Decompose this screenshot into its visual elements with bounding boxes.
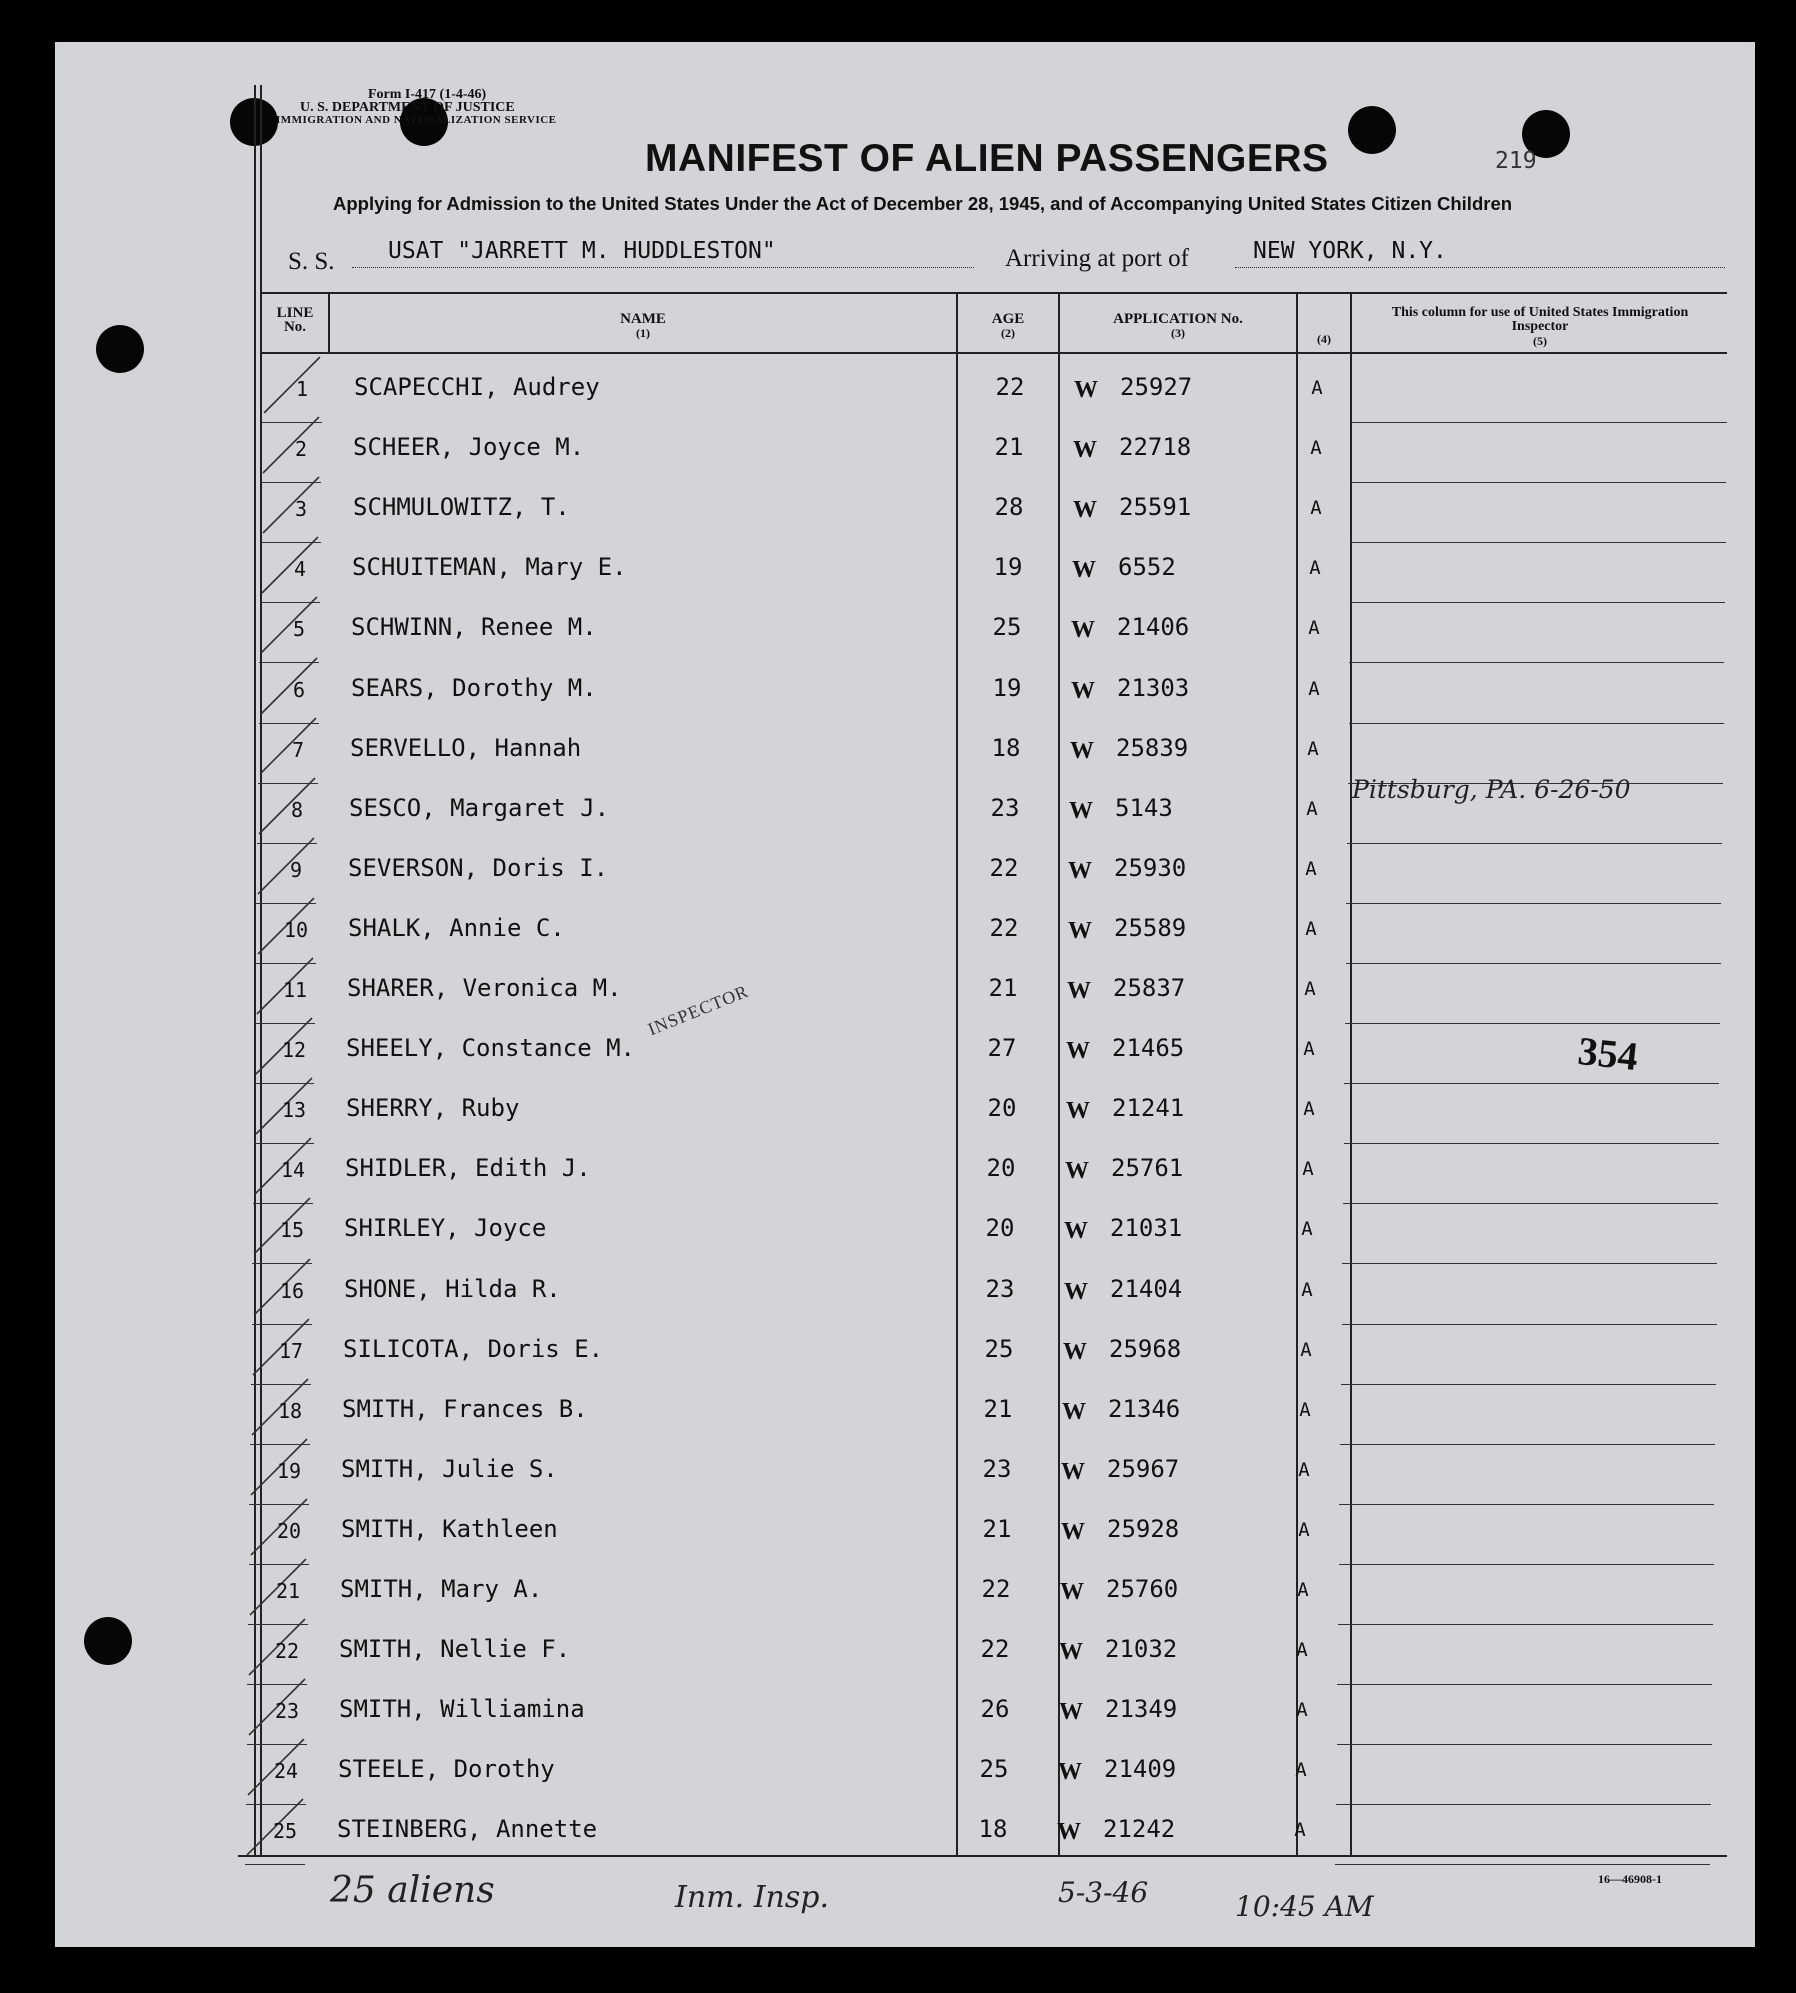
- line-number: 19: [276, 1459, 302, 1483]
- column-4-value: A: [1296, 1639, 1308, 1661]
- passenger-age: 23: [985, 1275, 1015, 1303]
- column-4-value: A: [1296, 1699, 1308, 1721]
- inspector-column-rule: [1342, 1263, 1717, 1264]
- passenger-age: 21: [988, 974, 1018, 1002]
- application-number: 21406: [1117, 613, 1190, 641]
- table-row: [254, 1084, 1719, 1144]
- passenger-name: SMITH, Nellie F.: [339, 1635, 571, 1663]
- header-name-label: NAME: [620, 311, 666, 327]
- passenger-age: 22: [981, 1575, 1011, 1603]
- application-number: 25967: [1107, 1455, 1180, 1483]
- application-number: 25930: [1114, 854, 1187, 882]
- table-row: [255, 964, 1720, 1024]
- column-4-value: A: [1299, 1399, 1311, 1421]
- line-number: 7: [291, 738, 305, 762]
- application-prefix: W: [1061, 1459, 1085, 1485]
- application-number: 25927: [1120, 373, 1193, 401]
- passenger-name: SMITH, Frances B.: [342, 1395, 588, 1423]
- table-row: [249, 1445, 1714, 1505]
- application-number: 25591: [1119, 493, 1192, 521]
- ship-name: USAT "JARRETT M. HUDDLESTON": [352, 238, 974, 268]
- application-number: 25589: [1114, 914, 1187, 942]
- passenger-age: 20: [986, 1154, 1016, 1182]
- application-prefix: W: [1059, 1639, 1083, 1665]
- line-number: 12: [281, 1038, 307, 1062]
- application-number: 21032: [1105, 1635, 1178, 1663]
- passenger-name: SHEELY, Constance M.: [346, 1034, 635, 1062]
- application-number: 21404: [1110, 1275, 1183, 1303]
- column-4-value: A: [1297, 1579, 1309, 1601]
- port-name: NEW YORK, N.Y.: [1235, 238, 1725, 268]
- column-4-value: A: [1307, 738, 1319, 760]
- application-number: 25928: [1107, 1515, 1180, 1543]
- column-4-value: A: [1309, 557, 1321, 579]
- application-prefix: W: [1073, 437, 1097, 463]
- page-title: MANIFEST OF ALIEN PASSENGERS: [645, 137, 1329, 180]
- passenger-name: SEVERSON, Doris I.: [348, 854, 609, 882]
- punch-hole: [96, 325, 144, 373]
- inspector-column-rule: [1349, 662, 1724, 663]
- application-number: 21465: [1112, 1034, 1185, 1062]
- line-number: 15: [279, 1218, 305, 1242]
- line-number: 8: [290, 798, 304, 822]
- table-row: [247, 1685, 1712, 1745]
- passenger-age: 21: [994, 433, 1024, 461]
- column-4-value: A: [1308, 617, 1320, 639]
- passenger-age: 22: [980, 1635, 1010, 1663]
- application-number: 21242: [1103, 1815, 1176, 1843]
- inspector-column-rule: [1335, 1864, 1710, 1865]
- line-number-rule: [245, 1864, 305, 1865]
- passenger-name: SCAPECCHI, Audrey: [354, 373, 600, 401]
- column-4-value: A: [1298, 1519, 1310, 1541]
- line-number: 9: [289, 858, 303, 882]
- header-age: [958, 312, 1058, 340]
- column-4-value: A: [1303, 1038, 1315, 1060]
- column-4-value: A: [1301, 1279, 1313, 1301]
- header-line-label: LINE No.: [276, 305, 314, 335]
- passenger-name: SMITH, Kathleen: [341, 1515, 558, 1543]
- table-row: [253, 1144, 1718, 1204]
- passenger-name: SESCO, Margaret J.: [349, 794, 610, 822]
- line-number: 14: [280, 1158, 306, 1182]
- passenger-name: SCHMULOWITZ, T.: [353, 493, 570, 521]
- application-number: 25761: [1111, 1154, 1184, 1182]
- passenger-age: 25: [992, 613, 1022, 641]
- column-4-value: A: [1302, 1158, 1314, 1180]
- application-number: 25839: [1116, 734, 1189, 762]
- application-number: 25837: [1113, 974, 1186, 1002]
- table-top-rule: [262, 292, 1727, 294]
- header-age-number: (2): [1001, 326, 1015, 340]
- passenger-name: SHIRLEY, Joyce: [344, 1214, 547, 1242]
- table-row: [250, 1385, 1715, 1445]
- header-name: [330, 312, 956, 340]
- line-number: 6: [292, 678, 306, 702]
- table-row: [251, 1325, 1716, 1385]
- stamp-number: 354: [1575, 1027, 1641, 1080]
- line-number: 21: [275, 1579, 301, 1603]
- application-prefix: W: [1060, 1579, 1084, 1605]
- application-prefix: W: [1069, 798, 1093, 824]
- passenger-name: SCHEER, Joyce M.: [353, 433, 585, 461]
- column-4-value: A: [1295, 1759, 1307, 1781]
- port-label: Arriving at port of: [1005, 245, 1189, 272]
- line-number: 20: [276, 1519, 302, 1543]
- table-row: [256, 844, 1721, 904]
- passenger-name: SEARS, Dorothy M.: [351, 674, 597, 702]
- form-identifier: [276, 87, 557, 127]
- inspector-stamp: INSPECTOR: [644, 980, 752, 1040]
- application-prefix: W: [1072, 557, 1096, 583]
- line-number: 16: [279, 1279, 305, 1303]
- header-bottom-rule: [262, 352, 1727, 354]
- application-number: 21346: [1108, 1395, 1181, 1423]
- table-row: [247, 1625, 1712, 1685]
- footer-date: 5-3-46: [1058, 1876, 1149, 1909]
- passenger-age: 21: [982, 1515, 1012, 1543]
- passenger-age: 19: [992, 674, 1022, 702]
- application-number: 21349: [1105, 1695, 1178, 1723]
- passenger-age: 22: [995, 373, 1025, 401]
- table-row: [254, 1024, 1719, 1084]
- passenger-name: SHARER, Veronica M.: [347, 974, 622, 1002]
- header-col4: [1298, 332, 1350, 346]
- passenger-age: 26: [980, 1695, 1010, 1723]
- passenger-age: 27: [987, 1034, 1017, 1062]
- column-4-value: A: [1306, 798, 1318, 820]
- line-number: 1: [295, 377, 309, 401]
- column-4-value: A: [1310, 497, 1322, 519]
- table-row: [259, 603, 1724, 663]
- line-number: 25: [272, 1819, 298, 1843]
- column-4-value: A: [1310, 437, 1322, 459]
- table-row: [248, 1565, 1713, 1625]
- table-row: [259, 664, 1724, 724]
- table-row: [252, 1204, 1717, 1264]
- passenger-name: SHERRY, Ruby: [346, 1094, 520, 1122]
- table-row: [261, 423, 1726, 483]
- passenger-age: 21: [983, 1395, 1013, 1423]
- header-name-number: (1): [636, 326, 650, 340]
- passenger-name: SERVELLO, Hannah: [350, 734, 582, 762]
- ship-label: S. S.: [288, 248, 335, 275]
- header-inspector: [1380, 306, 1700, 348]
- table-row: [262, 363, 1727, 423]
- column-4-value: A: [1300, 1339, 1312, 1361]
- page-number: 219: [1495, 148, 1537, 174]
- passenger-age: 25: [979, 1755, 1009, 1783]
- passenger-name: STEINBERG, Annette: [337, 1815, 598, 1843]
- passenger-name: SHONE, Hilda R.: [344, 1275, 561, 1303]
- passenger-age: 22: [989, 854, 1019, 882]
- application-number: 5143: [1115, 794, 1173, 822]
- header-age-label: AGE: [991, 311, 1025, 327]
- table-row: [245, 1805, 1710, 1865]
- column-4-value: A: [1305, 918, 1317, 940]
- footer-time: 10:45 AM: [1235, 1890, 1374, 1923]
- column-4-value: A: [1305, 858, 1317, 880]
- service: IMMIGRATION AND NATURALIZATION SERVICE: [276, 114, 557, 126]
- table-row: [246, 1745, 1711, 1805]
- application-number: 6552: [1118, 553, 1176, 581]
- application-prefix: W: [1058, 1759, 1082, 1785]
- passenger-age: 25: [984, 1335, 1014, 1363]
- passenger-age: 23: [982, 1455, 1012, 1483]
- header-inspector-label: This column for use of United States Immigration Inspector: [1391, 305, 1689, 334]
- line-number: 24: [273, 1759, 299, 1783]
- passenger-name: STEELE, Dorothy: [338, 1755, 555, 1783]
- application-number: 22718: [1119, 433, 1192, 461]
- table-row: [256, 904, 1721, 964]
- application-number: 21409: [1104, 1755, 1177, 1783]
- column-4-value: A: [1303, 1098, 1315, 1120]
- line-number: 13: [281, 1098, 307, 1122]
- passenger-name: SMITH, Williamina: [339, 1695, 585, 1723]
- column-4-value: A: [1304, 978, 1316, 1000]
- application-prefix: W: [1062, 1399, 1086, 1425]
- line-number: 5: [292, 617, 306, 641]
- passenger-name: SCHUITEMAN, Mary E.: [352, 553, 627, 581]
- line-number: 4: [293, 557, 307, 581]
- application-prefix: W: [1066, 1098, 1090, 1124]
- application-number: 25968: [1109, 1335, 1182, 1363]
- table-row: [252, 1265, 1717, 1325]
- footer-signature: Inm. Insp.: [675, 1880, 829, 1915]
- application-number: 25760: [1106, 1575, 1179, 1603]
- inspector-note: Pittsburg, PA. 6-26-50: [1352, 775, 1631, 804]
- passenger-age: 22: [989, 914, 1019, 942]
- application-prefix: W: [1071, 617, 1095, 643]
- application-prefix: W: [1064, 1279, 1088, 1305]
- line-number: 22: [274, 1639, 300, 1663]
- application-prefix: W: [1059, 1699, 1083, 1725]
- table-row: [261, 483, 1726, 543]
- table-row: [249, 1505, 1714, 1565]
- table-row: [260, 543, 1725, 603]
- application-prefix: W: [1065, 1158, 1089, 1184]
- passenger-name: SMITH, Mary A.: [340, 1575, 543, 1603]
- application-number: 21241: [1112, 1094, 1185, 1122]
- passenger-name: SILICOTA, Doris E.: [343, 1335, 604, 1363]
- footer-alien-count: 25 aliens: [330, 1870, 495, 1911]
- passenger-name: SHIDLER, Edith J.: [345, 1154, 591, 1182]
- application-prefix: W: [1061, 1519, 1085, 1545]
- form-code: 16—46908-1: [1598, 1872, 1662, 1886]
- application-prefix: W: [1071, 678, 1095, 704]
- form-number: Form I-417 (1-4-46): [368, 87, 487, 102]
- passenger-age: 19: [993, 553, 1023, 581]
- application-number: 21303: [1117, 674, 1190, 702]
- line-number: 2: [294, 437, 308, 461]
- application-prefix: W: [1068, 918, 1092, 944]
- header-col4-number: (4): [1317, 332, 1331, 346]
- column-4-value: A: [1294, 1819, 1306, 1841]
- line-number: 10: [283, 918, 309, 942]
- application-prefix: W: [1066, 1038, 1090, 1064]
- line-number: 17: [278, 1339, 304, 1363]
- line-number: 23: [274, 1699, 300, 1723]
- application-prefix: W: [1067, 978, 1091, 1004]
- department: U. S. DEPARTMENT OF JUSTICE: [300, 100, 515, 115]
- column-4-value: A: [1311, 377, 1323, 399]
- passenger-age: 18: [978, 1815, 1008, 1843]
- header-application-label: APPLICATION No.: [1113, 311, 1243, 327]
- application-prefix: W: [1057, 1819, 1081, 1845]
- passenger-name: SMITH, Julie S.: [341, 1455, 558, 1483]
- passenger-age: 20: [985, 1214, 1015, 1242]
- line-number: 3: [294, 497, 308, 521]
- application-number: 21031: [1110, 1214, 1183, 1242]
- page-subtitle: Applying for Admission to the United States Under the Act of December 28, 1945, and of Accompanying United States Citizen Children: [333, 193, 1513, 214]
- application-prefix: W: [1068, 858, 1092, 884]
- column-4-value: A: [1298, 1459, 1310, 1481]
- application-prefix: W: [1063, 1339, 1087, 1365]
- header-application: [1060, 312, 1296, 340]
- passenger-name: SHALK, Annie C.: [348, 914, 565, 942]
- header-inspector-number: (5): [1533, 334, 1547, 348]
- punch-hole: [1348, 106, 1396, 154]
- application-prefix: W: [1070, 738, 1094, 764]
- column-4-value: A: [1301, 1218, 1313, 1240]
- passenger-age: 23: [990, 794, 1020, 822]
- passenger-name: SCHWINN, Renee M.: [351, 613, 597, 641]
- line-number: 11: [282, 978, 308, 1002]
- line-number: 18: [277, 1399, 303, 1423]
- application-prefix: W: [1073, 497, 1097, 523]
- application-prefix: W: [1064, 1218, 1088, 1244]
- header-line-no: [262, 306, 328, 334]
- passenger-age: 18: [991, 734, 1021, 762]
- passenger-age: 20: [987, 1094, 1017, 1122]
- passenger-age: 28: [994, 493, 1024, 521]
- header-application-number: (3): [1171, 326, 1185, 340]
- punch-hole: [84, 1617, 132, 1665]
- application-prefix: W: [1074, 377, 1098, 403]
- column-4-value: A: [1308, 678, 1320, 700]
